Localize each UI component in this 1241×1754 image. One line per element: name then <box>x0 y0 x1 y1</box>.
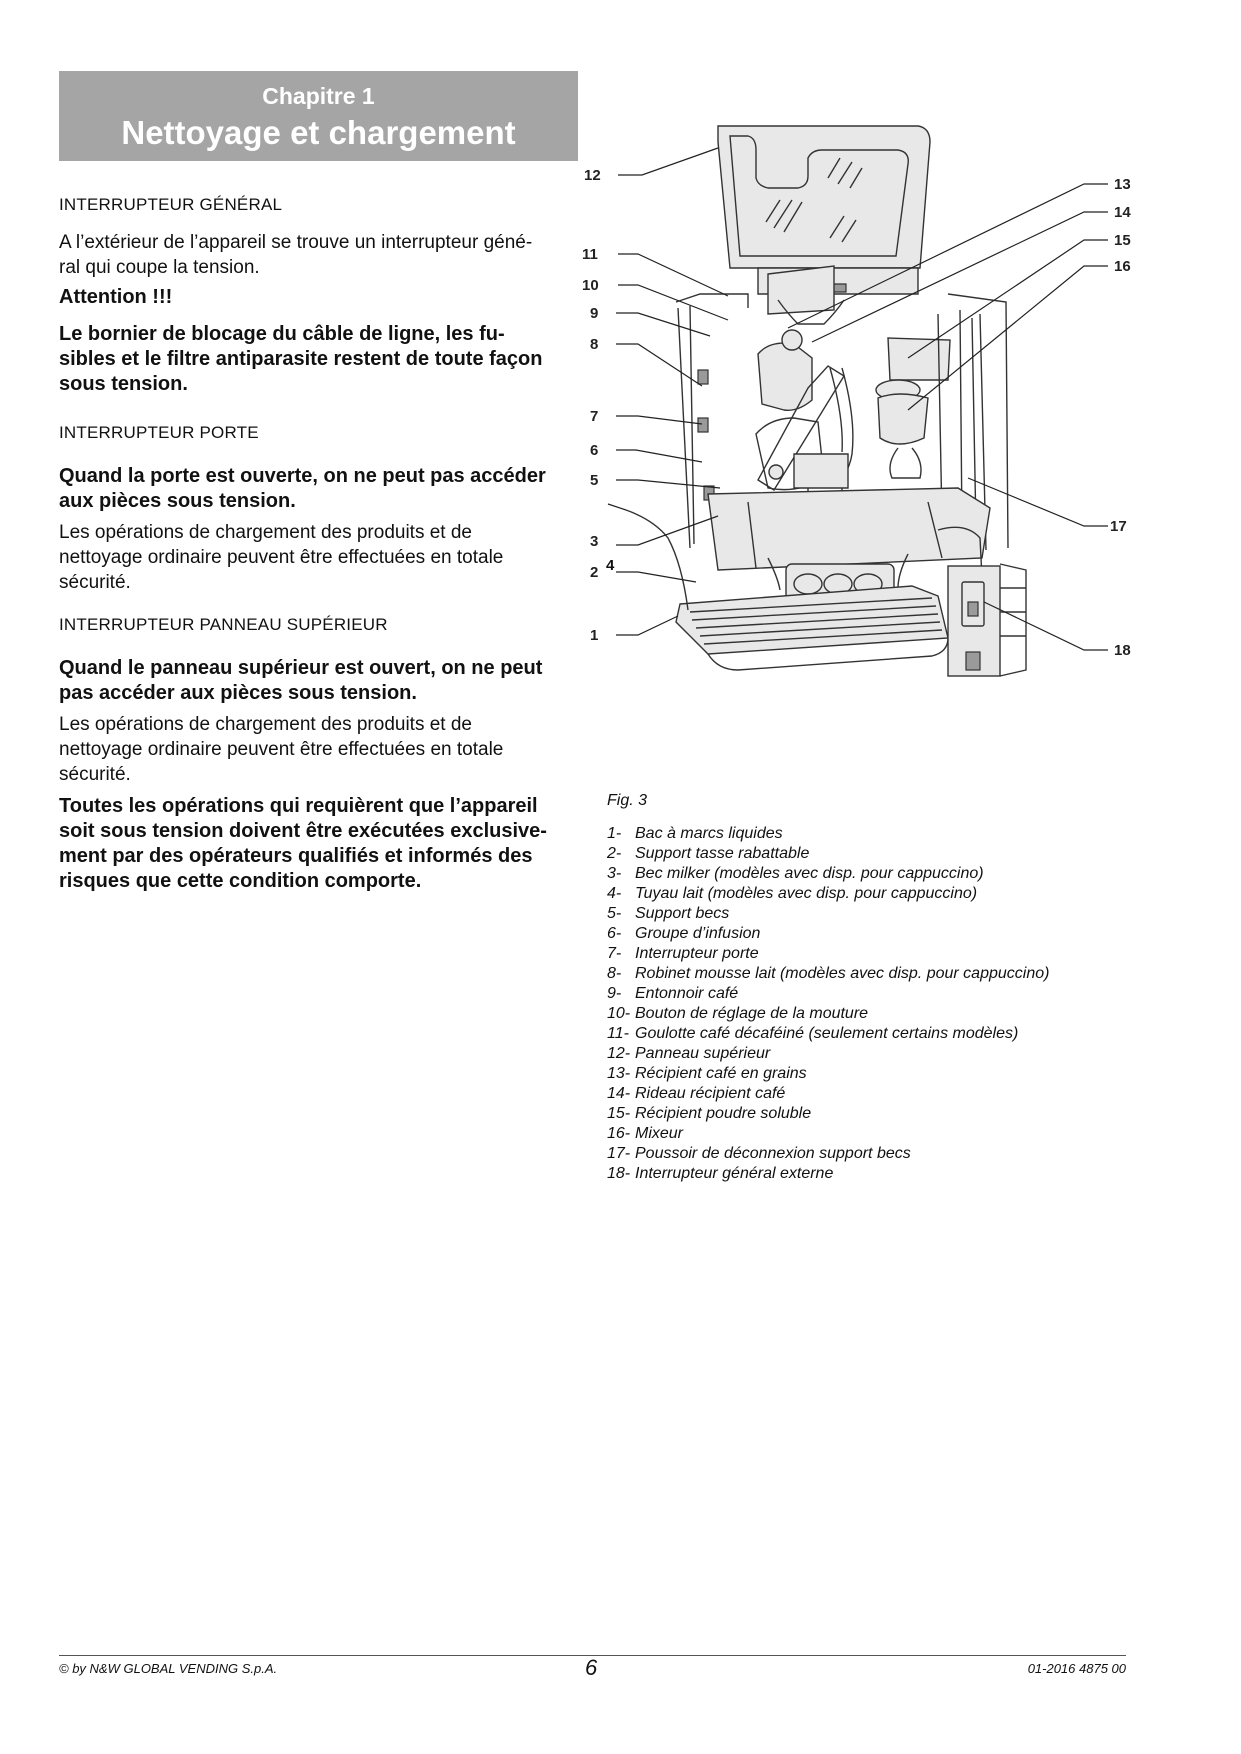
figure-caption: Fig. 3 <box>607 792 648 809</box>
callout-7: 7 <box>590 408 599 425</box>
warning-line: ment par des opérateurs qualifiés et informés des <box>59 845 533 867</box>
heading-door-switch: INTERRUPTEUR PORTE <box>59 423 259 442</box>
warning-line: risques que cette condition comporte. <box>59 870 422 892</box>
legend-item: 9- Entonnoir café <box>607 985 739 1002</box>
machine-diagram <box>582 118 1131 758</box>
legend-item: 17- Poussoir de déconnexion support becs <box>607 1145 911 1162</box>
chapter-header <box>59 71 578 161</box>
paragraph-line: nettoyage ordinaire peuvent être effectuées en totale <box>59 739 504 760</box>
footer-copyright: © by N&W GLOBAL VENDING S.p.A. <box>59 1661 278 1676</box>
warning-line: Quand la porte est ouverte, on ne peut pas accéder <box>59 465 546 487</box>
legend-item: 1- Bac à marcs liquides <box>607 825 783 842</box>
warning-line: soit sous tension doivent être exécutées exclusive- <box>59 820 547 842</box>
warning-line: sibles et le filtre antiparasite restent de toute façon <box>59 348 543 370</box>
paragraph-line: sécurité. <box>59 572 131 593</box>
page-number: 6 <box>585 1655 598 1680</box>
callout-18: 18 <box>1114 642 1131 659</box>
milk-tube-drawing <box>626 510 688 610</box>
legend-item: 4- Tuyau lait (modèles avec disp. pour cappuccino) <box>607 885 978 902</box>
callout-6: 6 <box>590 442 599 459</box>
paragraph-line: Les opérations de chargement des produits et de <box>59 714 472 735</box>
legend-item: 7- Interrupteur porte <box>607 945 759 962</box>
callout-15: 15 <box>1114 232 1131 249</box>
callout-12: 12 <box>584 167 601 184</box>
callout-2: 2 <box>590 564 599 581</box>
callout-16: 16 <box>1114 258 1131 275</box>
callout-17: 17 <box>1110 518 1127 535</box>
callout-5: 5 <box>590 472 599 489</box>
legend-item: 11- Goulotte café décaféiné (seulement certains modèles) <box>607 1025 1019 1042</box>
chapter-number: Chapitre 1 <box>262 83 375 109</box>
warning-line: Le bornier de blocage du câble de ligne, les fu- <box>59 323 505 345</box>
legend-item: 13- Récipient café en grains <box>607 1065 807 1082</box>
paragraph-line: nettoyage ordinaire peuvent être effectuées en totale <box>59 547 504 568</box>
drip-tray-drawing <box>676 488 990 670</box>
warning-line: pas accéder aux pièces sous tension. <box>59 682 417 704</box>
callout-1: 1 <box>590 627 599 644</box>
chapter-title: Nettoyage et chargement <box>121 114 516 151</box>
callout-4: 4 <box>606 557 615 574</box>
callout-14: 14 <box>1114 204 1131 221</box>
callout-9: 9 <box>590 305 599 322</box>
paragraph-line: sécurité. <box>59 764 131 785</box>
legend-item: 8- Robinet mousse lait (modèles avec disp. pour cappuccino) <box>607 965 1050 982</box>
paragraph-line: ral qui coupe la tension. <box>59 257 260 278</box>
warning-line: aux pièces sous tension. <box>59 490 296 512</box>
legend-item: 3- Bec milker (modèles avec disp. pour cappuccino) <box>607 865 984 882</box>
document-reference: 01-2016 4875 00 <box>1027 1661 1126 1676</box>
legend-item: 12- Panneau supérieur <box>607 1045 771 1062</box>
legend-item: 14- Rideau récipient café <box>607 1085 786 1102</box>
attention-label: Attention !!! <box>59 286 173 308</box>
callout-11: 11 <box>582 246 598 263</box>
legend-item: 6- Groupe d’infusion <box>607 925 761 942</box>
warning-line: Quand le panneau supérieur est ouvert, on ne peut <box>59 657 543 679</box>
warning-line: Toutes les opérations qui requièrent que l’appareil <box>59 795 538 817</box>
legend-item: 5- Support becs <box>607 905 730 922</box>
warning-line: sous tension. <box>59 373 188 395</box>
callout-8: 8 <box>590 336 599 353</box>
legend-item: 15- Récipient poudre soluble <box>607 1105 812 1122</box>
legend-item: 16- Mixeur <box>607 1125 684 1142</box>
legend-item: 18- Interrupteur général externe <box>607 1165 834 1182</box>
callout-3: 3 <box>590 533 599 550</box>
legend-item: 2- Support tasse rabattable <box>607 845 810 862</box>
figure-legend <box>607 824 1049 1184</box>
heading-main-switch: INTERRUPTEUR GÉNÉRAL <box>59 195 283 214</box>
paragraph-line: A l’extérieur de l’appareil se trouve un interrupteur géné- <box>59 232 533 253</box>
callout-10: 10 <box>582 277 599 294</box>
callout-13: 13 <box>1114 176 1131 193</box>
heading-top-panel-switch: INTERRUPTEUR PANNEAU SUPÉRIEUR <box>59 615 388 634</box>
legend-item: 10- Bouton de réglage de la mouture <box>607 1005 869 1022</box>
paragraph-line: Les opérations de chargement des produits et de <box>59 522 472 543</box>
